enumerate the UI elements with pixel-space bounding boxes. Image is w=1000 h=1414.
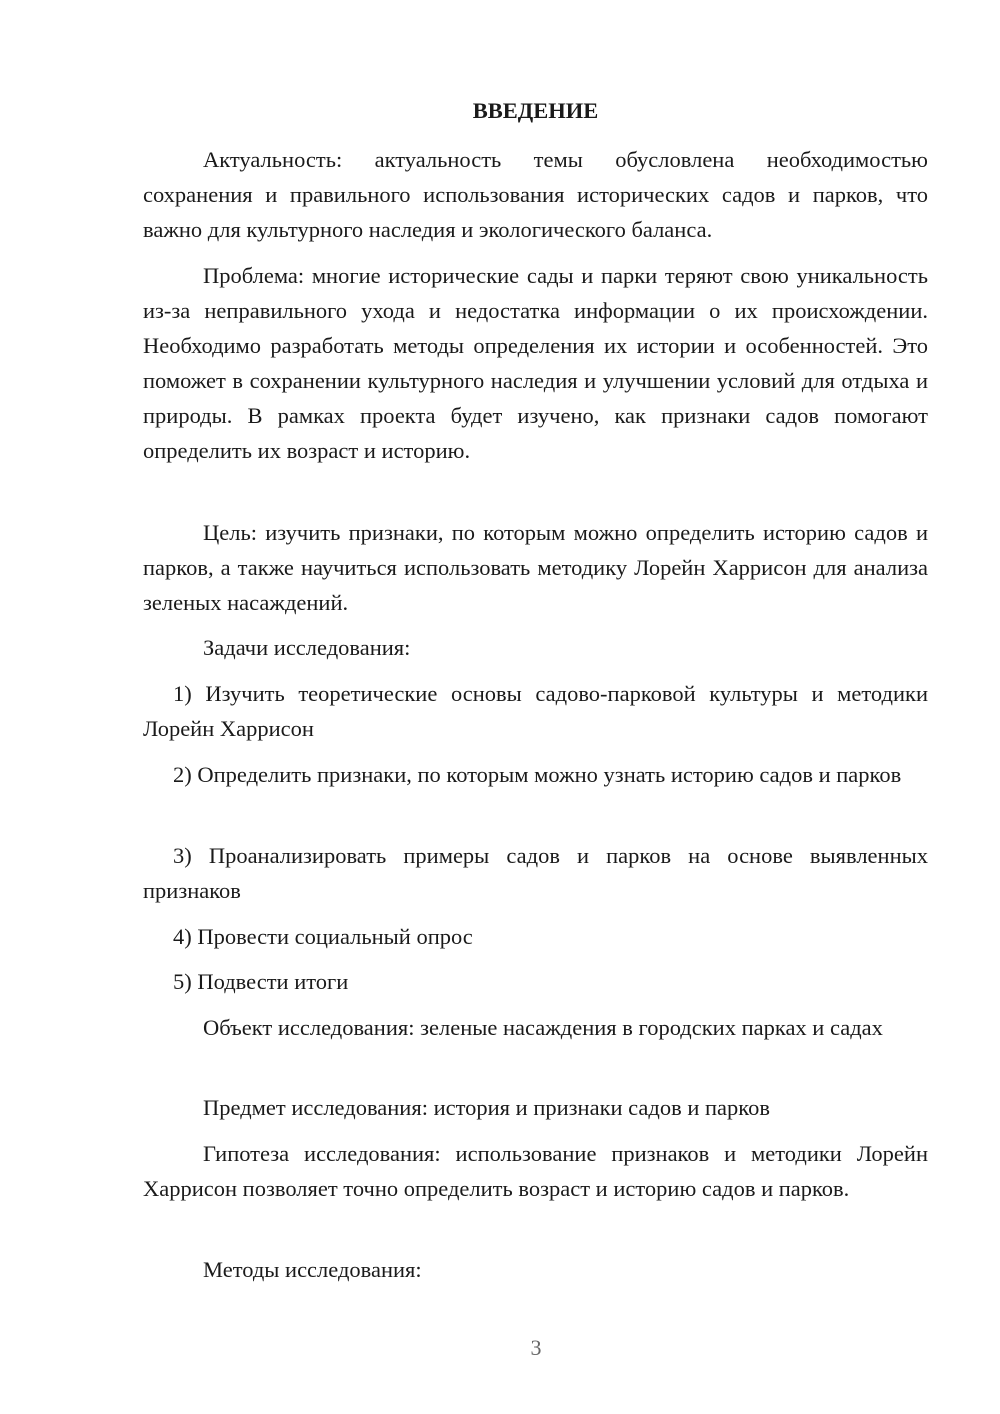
list-item-task-3: 3) Проанализировать примеры садов и парков на основе выявленных признаков bbox=[143, 843, 928, 903]
list-item-task-4: 4) Провести социальный опрос bbox=[173, 924, 473, 949]
paragraph-tasks-heading: Задачи исследования: bbox=[203, 635, 411, 660]
list-item-task-5: 5) Подвести итоги bbox=[173, 969, 349, 994]
list-item-task-1: 1) Изучить теоретические основы садово-парковой культуры и методики Лорейн Харрисон bbox=[143, 681, 928, 741]
paragraph-methods: Методы исследования: bbox=[203, 1257, 422, 1282]
page-number: 3 bbox=[530, 1335, 542, 1360]
list-item-task-2: 2) Определить признаки, по которым можно узнать историю садов и парков bbox=[173, 762, 902, 787]
paragraph-relevance: Актуальность: актуальность темы обусловлена необходимостью сохранения и правильного использования исторических садов и парков, что важно для культурного наследия и экологического баланса. bbox=[143, 147, 928, 242]
paragraph-problem: Проблема: многие исторические сады и парки теряют свою уникальность из-за неправильного ухода и недостатка информации о их происхождении. Необходимо разработать методы определения их истории и особенностей. Это поможет в сохранении культурного наследия и улучшении условий для отдыха и природы. В рамках проекта будет изучено, как признаки садов помогают определить их возраст и историю. bbox=[143, 263, 928, 463]
paragraph-subject: Предмет исследования: история и признаки садов и парков bbox=[203, 1095, 770, 1120]
paragraph-goal: Цель: изучить признаки, по которым можно определить историю садов и парков, а также научиться использовать методику Лорейн Харрисон для анализа зеленых насаждений. bbox=[143, 520, 928, 615]
page-title: ВВЕДЕНИЕ bbox=[472, 98, 599, 123]
paragraph-hypothesis: Гипотеза исследования: использование признаков и методики Лорейн Харрисон позволяет точно определить возраст и историю садов и парков. bbox=[143, 1141, 928, 1201]
paragraph-object: Объект исследования: зеленые насаждения в городских парках и садах bbox=[203, 1015, 883, 1040]
